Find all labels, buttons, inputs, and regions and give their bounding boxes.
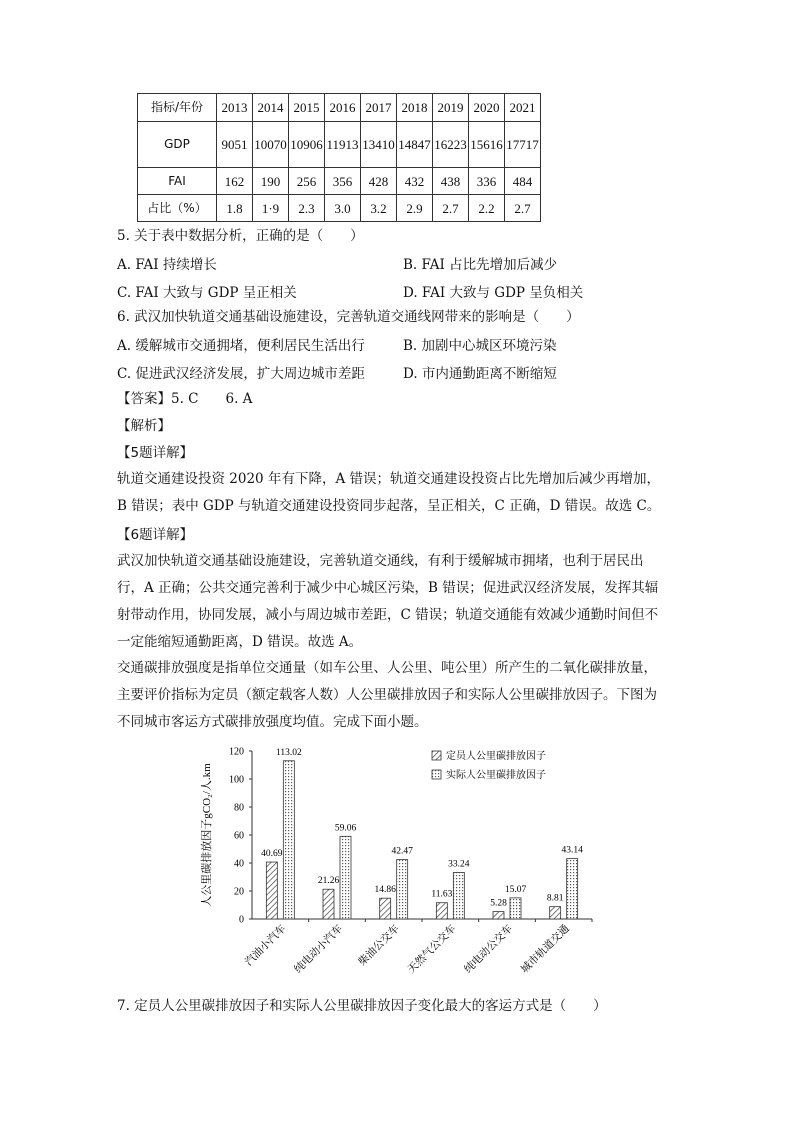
bar-value-label: 42.47 [391, 846, 413, 857]
table-row-fai [138, 168, 541, 195]
table-cell: 3.0 [325, 195, 361, 222]
table-cell: 356 [325, 168, 361, 195]
chart-y-tick-label: 20 [234, 886, 244, 898]
chart-category-label: 柴油公交车 [356, 923, 402, 969]
chart-legend [432, 749, 546, 781]
table-header-cell: 2013 [217, 94, 253, 122]
question-5-option-d: D. FAI 大致与 GDP 呈负相关 [403, 285, 584, 301]
table-cell: 190 [253, 168, 289, 195]
detail-6-tag: 【6题详解】 [117, 527, 194, 543]
chart-category-label: 城市轨道交通 [519, 923, 572, 976]
table-header-cell: 2019 [433, 94, 469, 122]
table-cell: 2.2 [469, 195, 505, 222]
table-header-cell: 指标/年份 [138, 94, 217, 122]
question-6-option-a: A. 缓解城市交通拥堵，便利居民生活出行 [117, 338, 365, 354]
chart-category-label: 天然气公交车 [406, 923, 459, 976]
legend-swatch-actual [432, 770, 441, 779]
table-cell: 1·9 [253, 195, 289, 222]
legend-label-actual: 实际人公里碳排放因子 [446, 770, 546, 781]
bar-value-label: 14.86 [374, 885, 396, 896]
bar-value-label: 113.02 [275, 747, 302, 758]
chart-category-label: 纯电动公交车 [462, 923, 516, 976]
chart-y-tick-label: 60 [234, 830, 244, 842]
table-header-cell: 2015 [289, 94, 325, 122]
bar-value-label: 8.81 [546, 893, 564, 904]
bar-rated [550, 907, 561, 919]
question-6-option-d: D. 市内通勤距离不断缩短 [403, 366, 557, 382]
question-6-stem: 6. 武汉加快轨道交通基础设施建设，完善轨道交通线网带来的影响是（ ） [117, 309, 580, 325]
bar-value-label: 11.63 [431, 889, 453, 900]
bar-actual [453, 872, 464, 919]
table-header-cell: 2020 [469, 94, 505, 122]
answer-tag: 【答案】 [117, 391, 171, 407]
bar-rated [266, 862, 277, 919]
bar-rated [436, 903, 447, 919]
table-cell: 484 [505, 168, 541, 195]
emission-bar-chart [195, 740, 605, 980]
intro-text: 交通碳排放强度是指单位交通量（如车公里、人公里、吨公里）所产生的二氧化碳排放量，主要评价指标为定员（额定载客人数）人公里碳排放因子和实际人公里碳排放因子。下图为不同城市客运方式碳排放强度均值。完成下面小题。 [117, 660, 657, 730]
bar-value-label: 43.14 [561, 845, 583, 856]
answer-line [117, 389, 252, 409]
bar-value-label: 33.24 [448, 859, 470, 870]
table-header-row [138, 94, 541, 122]
chart-y-tick-label: 120 [229, 746, 244, 758]
analysis-tag: 【解析】 [117, 418, 171, 434]
table-cell: 256 [289, 168, 325, 195]
detail-5-tag: 【5题详解】 [117, 445, 194, 461]
table-cell: 16223 [433, 122, 469, 168]
legend-label-rated: 定员人公里碳排放因子 [446, 751, 546, 762]
chart-y-tick-label: 100 [229, 774, 244, 786]
table-header-cell: 2017 [361, 94, 397, 122]
table-cell: 336 [469, 168, 505, 195]
legend-swatch-rated [432, 751, 441, 760]
bar-rated [380, 898, 391, 919]
data-table [137, 93, 541, 222]
chart-category-label: 纯电动小汽车 [292, 923, 346, 976]
table-cell: 428 [361, 168, 397, 195]
bar-value-label: 40.69 [261, 849, 283, 860]
bar-actual [567, 859, 578, 919]
chart-y-tick-label: 80 [234, 802, 244, 814]
answer-text: 5. C 6. A [171, 391, 253, 407]
bar-rated [323, 889, 334, 919]
table-header-cell: 2016 [325, 94, 361, 122]
table-cell: 432 [397, 168, 433, 195]
table-cell: 2.7 [433, 195, 469, 222]
table-cell: 2.3 [289, 195, 325, 222]
table-row-label: FAI [138, 168, 217, 195]
question-5-option-a: A. FAI 持续增长 [117, 257, 217, 273]
table-cell: 15616 [469, 122, 505, 168]
table-row-ratio [138, 195, 541, 222]
bar-actual [397, 860, 408, 919]
table-cell: 1.8 [217, 195, 253, 222]
bar-value-label: 15.07 [504, 884, 527, 895]
table-row-gdp [138, 122, 541, 168]
chart-category-label: 汽油小汽车 [243, 923, 289, 969]
chart-y-tick-label: 40 [234, 858, 244, 870]
question-6-option-b: B. 加剧中心城区环境污染 [403, 338, 557, 354]
question-7-stem: 7. 定员人公里碳排放因子和实际人公里碳排放因子变化最大的客运方式是（ ） [117, 998, 607, 1014]
question-5-stem: 5. 关于表中数据分析，正确的是（ ） [117, 228, 364, 244]
chart-bars [266, 761, 577, 919]
table-cell: 9051 [217, 122, 253, 168]
chart-y-tick-label: 0 [239, 914, 244, 926]
table-row-label: 占比（%） [138, 195, 217, 222]
table-cell: 2.9 [397, 195, 433, 222]
chart-y-axis-label: 人公里碳排放因子gCO₂/人.km [201, 763, 213, 907]
table-cell: 3.2 [361, 195, 397, 222]
table-cell-text: 11913 [326, 137, 359, 152]
table-cell: 2.7 [505, 195, 541, 222]
table-row-label: GDP [138, 122, 217, 168]
bar-value-label: 21.26 [317, 876, 340, 887]
table-cell: 10070 [253, 122, 289, 168]
detail-6-text: 武汉加快轨道交通基础设施建设，完善轨道交通线，有利于缓解城市拥堵，也利于居民出行，A 正确；公共交通完善利于减少中心城区污染，B 错误；促进武汉经济发展，发挥其辐射带动作用，协同发展，减小与周边城市差距，C 错误；轨道交通能有效减少通勤时间但不一定能缩短通勤距离，D 错误。故选 A。 [117, 553, 659, 650]
question-5-option-b: B. FAI 占比先增加后减少 [403, 257, 558, 273]
question-5-option-c: C. FAI 大致与 GDP 呈正相关 [117, 285, 297, 301]
table-header-cell: 2018 [397, 94, 433, 122]
table-header-cell: 2014 [253, 94, 289, 122]
table-cell: 162 [217, 168, 253, 195]
question-6-option-c: C. 促进武汉经济发展，扩大周边城市差距 [117, 366, 365, 382]
table-cell [325, 122, 361, 168]
bar-actual [283, 761, 294, 919]
bar-actual [510, 898, 521, 919]
bar-value-label: 5.28 [490, 898, 507, 909]
table-cell: 10906 [289, 122, 325, 168]
detail-5-text: 轨道交通建设投资 2020 年有下降，A 错误；轨道交通建设投资占比先增加后减少再增加，B 错误；表中 GDP 与轨道交通建设投资同步起落，呈正相关，C 正确，D 错误。故选 C。 [117, 471, 661, 514]
bar-value-label: 59.06 [334, 823, 357, 834]
table-cell: 14847 [397, 122, 433, 168]
table-cell: 438 [433, 168, 469, 195]
table-cell: 17717 [505, 122, 541, 168]
chart-category-labels [242, 922, 572, 976]
bar-actual [340, 836, 351, 919]
bar-rated [493, 912, 504, 919]
table-cell: 13410 [361, 122, 397, 168]
table-header-cell: 2021 [505, 94, 541, 122]
